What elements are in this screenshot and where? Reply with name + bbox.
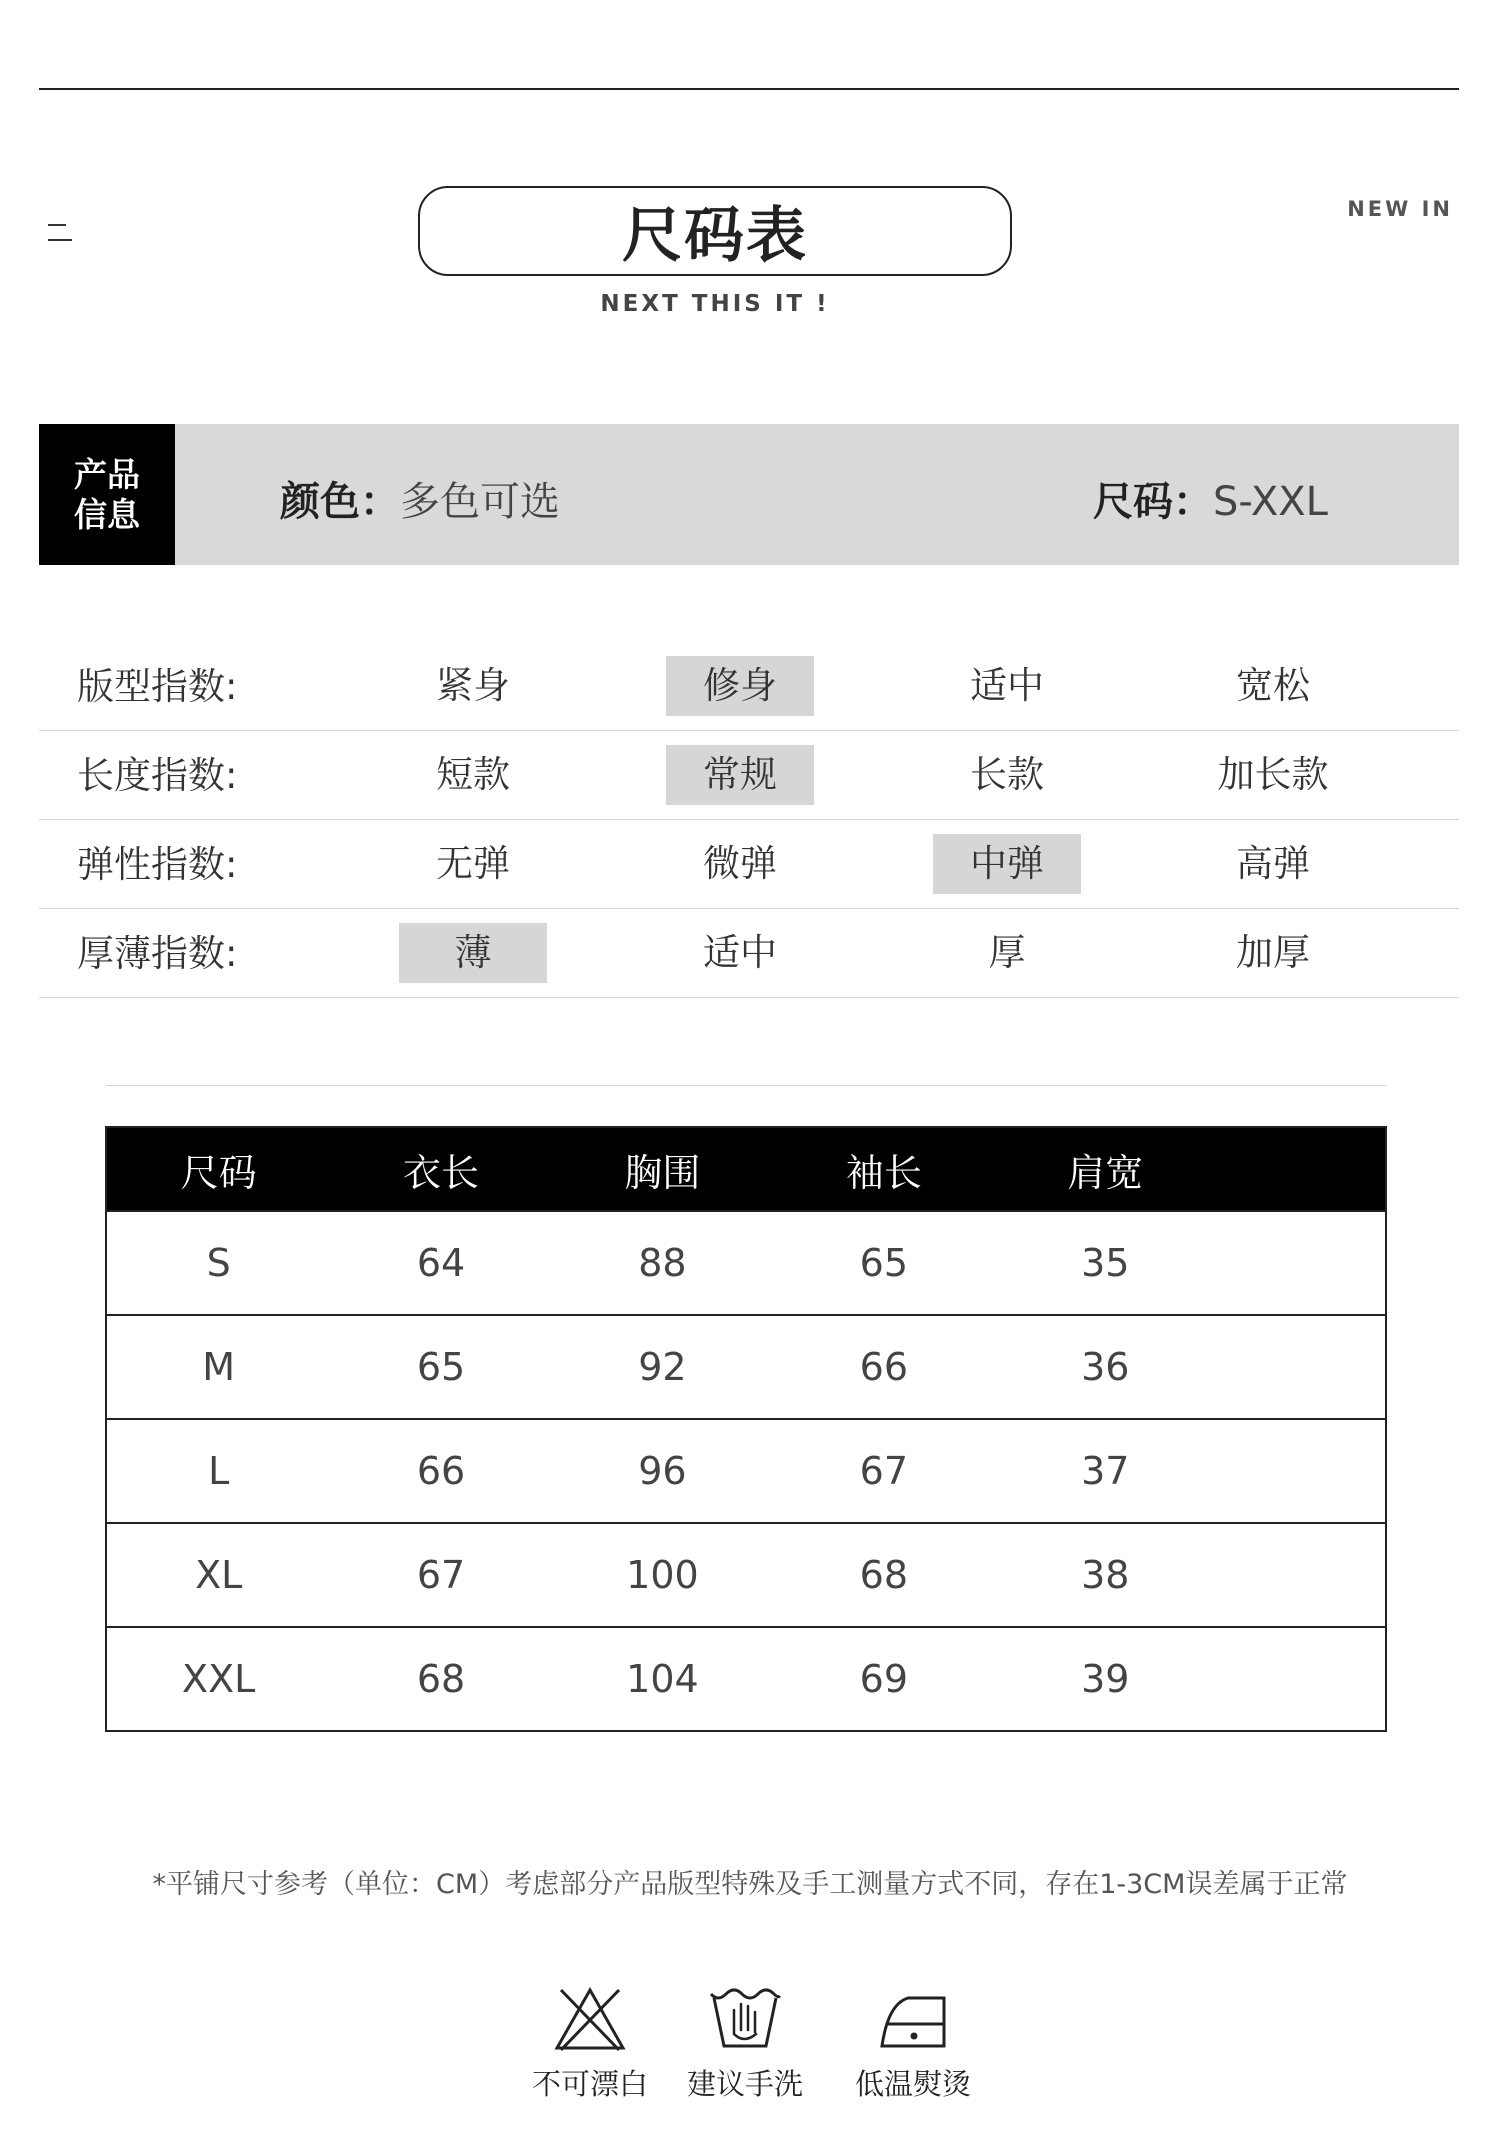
size-table <box>105 1126 1387 1732</box>
column-header-spacer <box>1216 1127 1386 1211</box>
table-cell: L <box>106 1419 330 1523</box>
table-row <box>106 1627 1386 1731</box>
table-cell: 69 <box>773 1627 994 1731</box>
index-label: 版型指数: <box>77 665 238 708</box>
table-cell: 39 <box>995 1627 1216 1731</box>
table-cell: 66 <box>330 1419 551 1523</box>
product-info-badge <box>39 424 175 565</box>
table-cell: 96 <box>552 1419 773 1523</box>
index-option: 加厚 <box>1236 931 1310 974</box>
column-header: 袖长 <box>773 1127 994 1211</box>
column-header: 衣长 <box>330 1127 551 1211</box>
column-header: 胸围 <box>552 1127 773 1211</box>
table-cell: 67 <box>773 1419 994 1523</box>
page-subtitle: NEXT THIS IT ! <box>600 291 830 317</box>
table-cell: 35 <box>995 1211 1216 1315</box>
table-cell-spacer <box>1216 1523 1386 1627</box>
new-in-tag: NEW IN <box>1347 197 1453 221</box>
table-row <box>106 1419 1386 1523</box>
index-option: 加长款 <box>1217 753 1329 796</box>
table-cell-spacer <box>1216 1211 1386 1315</box>
badge-line-1: 产品 <box>74 454 140 494</box>
size-key: 尺码： <box>1093 479 1213 525</box>
size-value: S-XXL <box>1213 479 1328 525</box>
table-cell: XXL <box>106 1627 330 1731</box>
index-option-selected: 修身 <box>666 656 814 716</box>
table-header-row <box>106 1127 1386 1211</box>
page-title: 尺码表 <box>622 201 808 271</box>
table-cell: 36 <box>995 1315 1216 1419</box>
table-cell: XL <box>106 1523 330 1627</box>
product-info-band <box>39 424 1459 565</box>
measurement-footnote: *平铺尺寸参考（单位：CM）考虑部分产品版型特殊及手工测量方式不同，存在1-3CM误差属于正常 <box>152 1869 1348 1900</box>
section-divider <box>106 1085 1386 1086</box>
table-cell-spacer <box>1216 1315 1386 1419</box>
table-cell: 92 <box>552 1315 773 1419</box>
color-info <box>280 470 560 527</box>
color-value: 多色可选 <box>400 479 560 525</box>
index-option: 厚 <box>988 931 1026 974</box>
color-key: 颜色： <box>280 479 400 525</box>
table-row <box>106 1315 1386 1419</box>
column-header: 肩宽 <box>995 1127 1216 1211</box>
index-option-selected: 常规 <box>666 745 814 805</box>
table-cell: M <box>106 1315 330 1419</box>
column-header: 尺码 <box>106 1127 330 1211</box>
hand-wash-icon <box>706 1984 784 2054</box>
index-label: 长度指数: <box>77 754 238 797</box>
index-option: 宽松 <box>1236 664 1310 707</box>
table-cell: 64 <box>330 1211 551 1315</box>
care-item-low-iron <box>843 1984 983 2103</box>
no-bleach-icon <box>551 1984 629 2054</box>
table-cell: 68 <box>773 1523 994 1627</box>
menu-icon[interactable] <box>48 224 72 246</box>
table-cell: 88 <box>552 1211 773 1315</box>
size-info <box>1093 470 1328 527</box>
index-option: 长款 <box>970 753 1044 796</box>
index-option: 紧身 <box>436 664 510 707</box>
thickness-index-row <box>39 909 1459 998</box>
table-cell: 67 <box>330 1523 551 1627</box>
care-label: 不可漂白 <box>531 2067 648 2101</box>
index-option: 短款 <box>436 753 510 796</box>
title-frame <box>418 186 1012 276</box>
care-item-no-bleach <box>520 1984 660 2103</box>
length-index-row <box>39 731 1459 820</box>
table-cell-spacer <box>1216 1419 1386 1523</box>
table-row <box>106 1211 1386 1315</box>
table-cell: 65 <box>330 1315 551 1419</box>
index-option-selected: 中弹 <box>933 834 1081 894</box>
index-option: 无弹 <box>436 842 510 885</box>
table-cell: 65 <box>773 1211 994 1315</box>
elasticity-index-row <box>39 820 1459 909</box>
table-cell: 68 <box>330 1627 551 1731</box>
index-option-selected: 薄 <box>399 923 547 983</box>
table-cell: 66 <box>773 1315 994 1419</box>
table-cell: 104 <box>552 1627 773 1731</box>
top-divider <box>39 88 1459 90</box>
index-option: 适中 <box>703 931 777 974</box>
index-option: 微弹 <box>703 842 777 885</box>
index-option: 适中 <box>970 664 1044 707</box>
index-label: 厚薄指数: <box>77 932 238 975</box>
table-cell: 37 <box>995 1419 1216 1523</box>
care-label: 低温熨烫 <box>854 2067 971 2101</box>
table-row <box>106 1523 1386 1627</box>
care-item-hand-wash <box>675 1984 815 2103</box>
fit-index-row <box>39 642 1459 731</box>
table-cell-spacer <box>1216 1627 1386 1731</box>
low-iron-icon <box>874 1984 952 2054</box>
index-option: 高弹 <box>1236 842 1310 885</box>
index-label: 弹性指数: <box>77 843 238 886</box>
table-cell: 38 <box>995 1523 1216 1627</box>
badge-line-2: 信息 <box>74 494 140 534</box>
table-cell: 100 <box>552 1523 773 1627</box>
table-cell: S <box>106 1211 330 1315</box>
care-label: 建议手洗 <box>686 2067 803 2101</box>
